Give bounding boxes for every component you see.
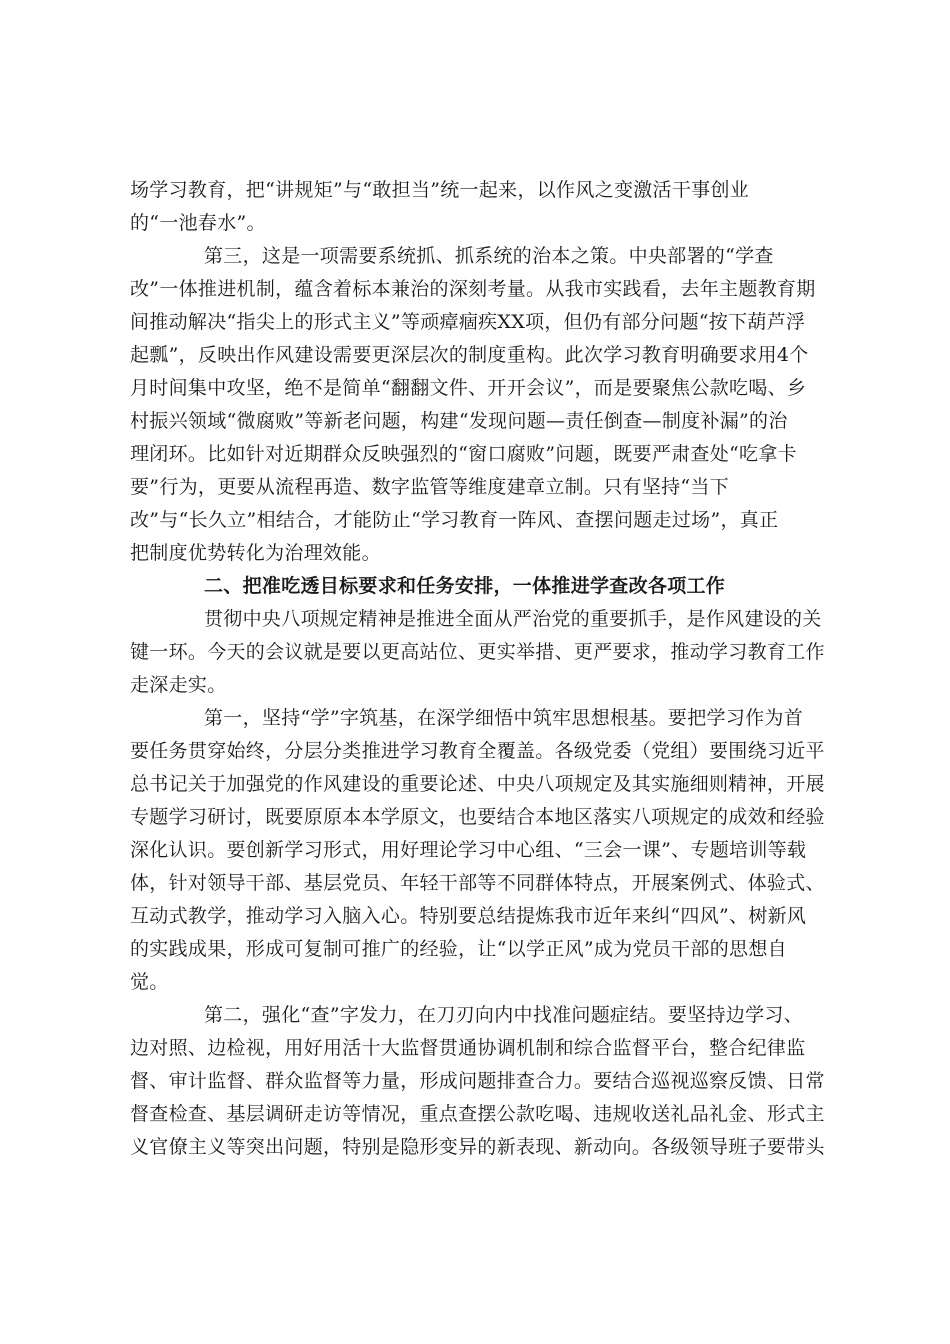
body-line: 督查检查、基层调研走访等情况，重点查摆公款吃喝、违规收送礼品礼金、形式主: [130, 1103, 825, 1125]
body-line: 村振兴领域“微腐败”等新老问题，构建“发现问题—责任倒查—制度补漏”的治: [130, 410, 788, 432]
paragraph-first-line: 贯彻中央八项规定精神是推进全面从严治党的重要抓手，是作风建设的关: [204, 608, 822, 630]
body-line: 体，针对领导干部、基层党员、年轻干部等不同群体特点，开展案例式、体验式、: [130, 872, 825, 894]
body-line: 要”行为，更要从流程再造、数字监管等维度建章立制。只有坚持“当下: [130, 476, 730, 498]
paragraph-first-line: 第三，这是一项需要系统抓、抓系统的治本之策。中央部署的“学查: [204, 245, 774, 267]
body-line: 专题学习研讨，既要原原本本学原文，也要结合本地区落实八项规定的成效和经验: [130, 806, 825, 828]
paragraph-first-line: 第一，坚持“学”字筑基，在深学细悟中筑牢思想根基。要把学习作为首: [204, 707, 804, 729]
body-line: 场学习教育，把“讲规矩”与“敢担当”统一起来，以作风之变激活干事创业: [130, 179, 750, 201]
body-line: 间推动解决“指尖上的形式主义”等顽瘴痼疾XX项，但仍有部分问题“按下葫芦浮: [130, 311, 806, 333]
body-line: 要任务贯穿始终，分层分类推进学习教育全覆盖。各级党委（党组）要围绕习近平: [130, 740, 825, 762]
body-line: 键一环。今天的会议就是要以更高站位、更实举措、更严要求，推动学习教育工作: [130, 641, 825, 663]
body-line: 的“一池春水”。: [130, 212, 266, 234]
body-line: 边对照、边检视，用好用活十大监督贯通协调机制和综合监督平台，整合纪律监: [130, 1037, 806, 1059]
body-line: 改”与“长久立”相结合，才能防止“学习教育一阵风、查摆问题走过场”，真正: [130, 509, 779, 531]
body-line: 起瓢”，反映出作风建设需要更深层次的制度重构。此次学习教育明确要求用4个: [130, 344, 809, 366]
body-line: 理闭环。比如针对近期群众反映强烈的“窗口腐败”问题，既要严肃查处“吃拿卡: [130, 443, 797, 465]
section-heading: 二、把准吃透目标要求和任务安排，一体推进学查改各项工作: [204, 575, 726, 597]
body-line: 改”一体推进机制，蕴含着标本兼治的深刻考量。从我市实践看，去年主题教育期: [130, 278, 816, 300]
paragraph-first-line: 第二，强化“查”字发力，在刀刃向内中找准问题症结。要坚持边学习、: [204, 1004, 804, 1026]
body-line: 互动式教学，推动学习入脑入心。特别要总结提炼我市近年来纠“四风”、树新风: [130, 905, 807, 927]
body-line: 月时间集中攻坚，绝不是简单“翻翻文件、开开会议”，而是要聚焦公款吃喝、乡: [130, 377, 807, 399]
body-line: 把制度优势转化为治理效能。: [130, 542, 381, 564]
body-line: 的实践成果，形成可复制可推广的经验，让“以学正风”成为党员干部的思想自: [130, 938, 787, 960]
body-line: 总书记关于加强党的作风建设的重要论述、中央八项规定及其实施细则精神，开展: [130, 773, 825, 795]
body-line: 走深走实。: [130, 674, 227, 696]
body-line: 觉。: [130, 971, 169, 993]
body-line: 义官僚主义等突出问题，特别是隐形变异的新表现、新动向。各级领导班子要带头: [130, 1136, 825, 1158]
body-line: 督、审计监督、群众监督等力量，形成问题排查合力。要结合巡视巡察反馈、日常: [130, 1070, 825, 1092]
body-line: 深化认识。要创新学习形式，用好理论学习中心组、“三会一课”、专题培训等载: [130, 839, 807, 861]
